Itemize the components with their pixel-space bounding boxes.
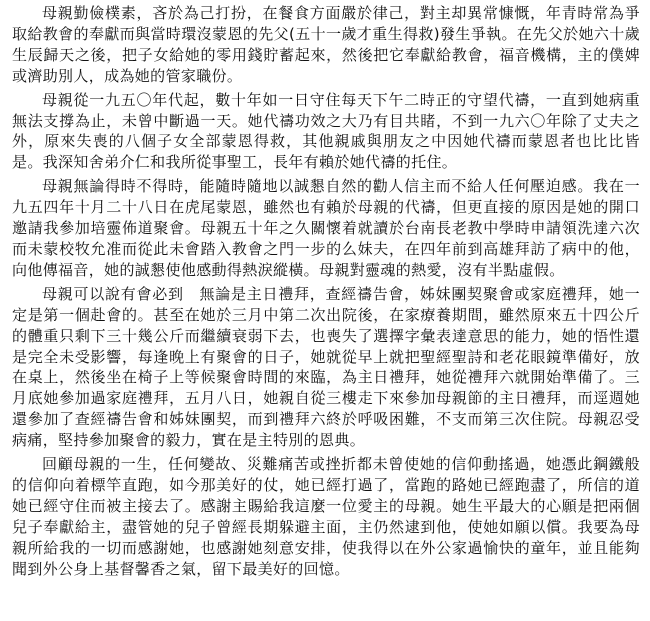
paragraph-stewardship: 母親勤儉樸素，吝於為己打扮，在餐食方面嚴於律己，對主却異常慷慨，年青時常為爭取給教會的奉獻而與當時環沒蒙恩的先父(五十一歲才重生得救)發生爭執。在先父於她六十歲生辰歸天之後，把子女給她的零用錢貯蓄起來，然後把它奉獻給教會，福音機構，主的僕婢或濟助別人，成為她的管家職份。	[12, 4, 640, 85]
paragraph-church-attendance: 母親可以說有會必到 無論是主日禮拜，查經禱告會，姊妹團契聚會或家庭禮拜，她一定是第一個赴會的。甚至在她於三月中第二次出院後，在家療養期間，雖然原來五十四公斤的體重只剩下三十幾公斤而繼續衰弱下去，也喪失了選擇字彙表達意思的能力，她的悟性還是完全未受影響，每逢晚上有聚會的日子，她就從早上就把聖經聖詩和老花眼鏡準備好，放在桌上，然後坐在椅子上等候聚會時間的來臨，為主日禮拜，她從禮拜六就開始準備了。三月底她參加過家庭禮拜，五月八日，她親自從三樓走下來參加母親節的主日禮拜，而逕週她還參加了查經禱告會和姊妹團契，而到禮拜六終於呼吸困難，不支而第三次住院。母親忍受病痛，堅持參加聚會的毅力，實在是主特別的恩典。	[12, 284, 640, 450]
paragraph-prayer-watch: 母親從一九五〇年代起，數十年如一日守住每天下午二時正的守望代禱，一直到她病重無法支撐為止，未曾中斷過一天。她代禱功效之大乃有目共睹，不到一九六〇年除了丈夫之外，原來失喪的八個子女全部蒙恩得救，其他親戚與朋友之中因她代禱而蒙恩者也比比皆是。我深知舍弟介仁和我所從事聖工，長年有賴於她代禱的托住。	[12, 90, 640, 172]
paragraph-reflection: 回顧母親的一生，任何變故、災難痛苦或挫折都未曾使她的信仰動搖過，她憑此鋼鐵般的信仰向着標竿直跑，如今那美好的仗，她已經打過了，當跑的路她已經跑盡了，所信的道她已經守住而被主接去了。感謝主賜給我這麼一位愛主的母親。她生平最大的心願是把兩個兒子奉獻給主，盡管她的兒子曾經長期躲避主面，主仍然逮到他，使她如願以償。我要為母親所給我的一切而感謝她，也感謝她刻意安排，使我得以在外公家過愉快的童年，並且能夠聞到外公身上基督馨香之氣，留下最美好的回憶。	[12, 455, 640, 578]
paragraph-evangelism: 母親無論得時不得時，能隨時隨地以誠懇自然的勸人信主而不給人任何壓迫感。我在一九五四年十月二十八日在虎尾蒙恩，雖然也有賴於母親的代禱，但更直接的原因是她的開口邀請我參加培靈佈道聚會。母親五十年之久關懷着就讀於台南長老教中學時申請領洗達六次而未蒙校牧允准而從此未會踏入教會之門一步的么妹夫，在四年前到高雄拜訪了病中的他，向他傳福音，她的誠懇使他感動得熱淚縱橫。母親對靈魂的熱愛，沒有半點虛假。	[12, 177, 640, 279]
